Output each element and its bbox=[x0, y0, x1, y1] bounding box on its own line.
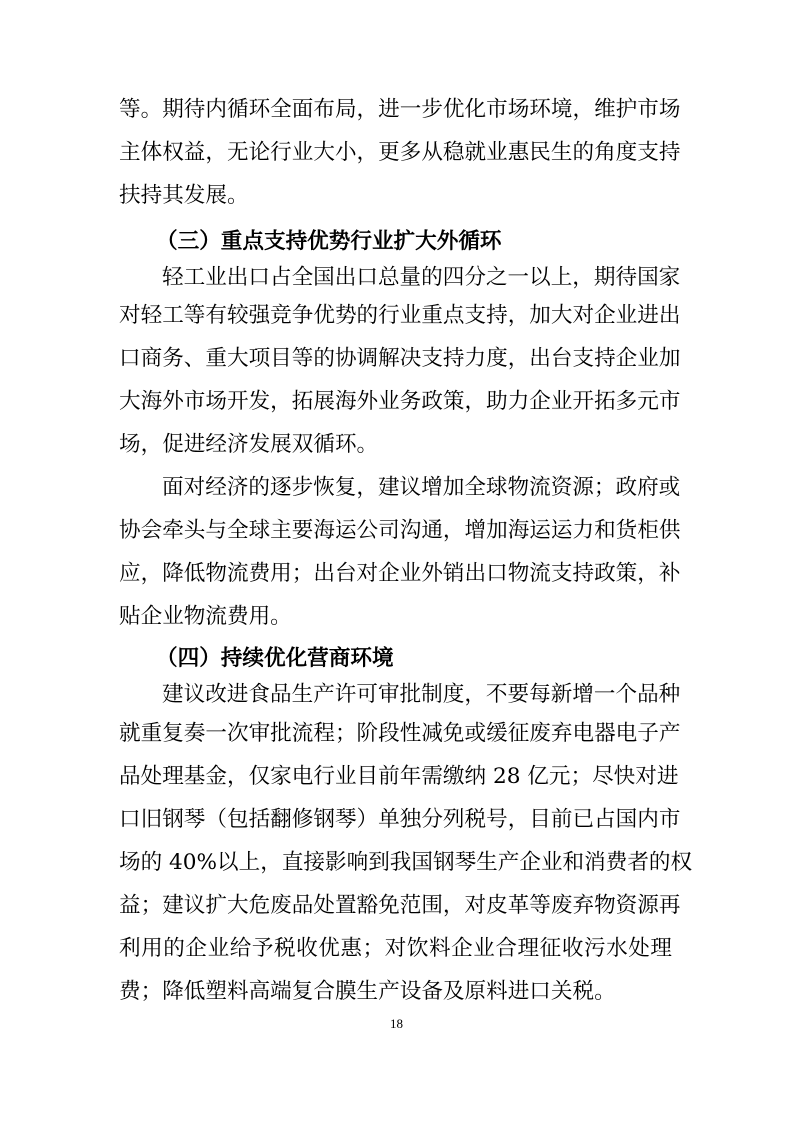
body-text-line: 协会牵头与全球主要海运公司沟通，增加海运运力和货柜供 bbox=[119, 518, 681, 543]
body-text-line: 场，促进经济发展双循环。 bbox=[119, 432, 379, 457]
body-text-line: 应，降低物流费用；出台对企业外销出口物流支持政策，补 bbox=[119, 561, 681, 586]
body-text-line: 建议改进食品生产许可审批制度，不要每新增一个品种 bbox=[162, 682, 681, 707]
body-text-line: 品处理基金，仅家电行业目前年需缴纳 28 亿元；尽快对进 bbox=[119, 764, 679, 789]
body-text-line: 等。期待内循环全面布局，进一步优化市场环境，维护市场 bbox=[119, 97, 681, 122]
body-text-line: 益；建议扩大危废品处置豁免范围，对皮革等废弃物资源再 bbox=[119, 893, 681, 918]
body-text-line: 场的 40%以上，直接影响到我国钢琴生产企业和消费者的权 bbox=[119, 850, 693, 875]
body-text-line: 利用的企业给予税收优惠；对饮料企业合理征收污水处理 bbox=[119, 936, 672, 961]
body-text-line: 费；降低塑料高端复合膜生产设备及原料进口关税。 bbox=[119, 979, 616, 1004]
body-text-line: 面对经济的逐步恢复，建议增加全球物流资源；政府或 bbox=[162, 475, 681, 500]
body-text-line: 主体权益，无论行业大小，更多从稳就业惠民生的角度支持 bbox=[119, 140, 681, 165]
body-text-line: 扶持其发展。 bbox=[119, 183, 249, 208]
body-text-line: 轻工业出口占全国出口总量的四分之一以上，期待国家 bbox=[162, 265, 681, 290]
body-text-line: 口商务、重大项目等的协调解决支持力度，出台支持企业加 bbox=[119, 346, 681, 371]
body-text-line: 就重复奏一次审批流程；阶段性减免或缓征废弃电器电子产 bbox=[119, 721, 681, 746]
section-heading: （三）重点支持优势行业扩大外循环 bbox=[156, 229, 502, 254]
body-text-line: 大海外市场开发，拓展海外业务政策，助力企业开拓多元市 bbox=[119, 389, 681, 414]
body-text-line: 对轻工等有较强竞争优势的行业重点支持，加大对企业进出 bbox=[119, 303, 681, 328]
section-heading: （四）持续优化营商环境 bbox=[156, 646, 394, 671]
page-number: 18 bbox=[390, 1016, 403, 1031]
body-text-line: 口旧钢琴（包括翻修钢琴）单独分列税号，目前已占国内市 bbox=[119, 807, 681, 832]
body-text-line: 贴企业物流费用。 bbox=[119, 604, 292, 629]
